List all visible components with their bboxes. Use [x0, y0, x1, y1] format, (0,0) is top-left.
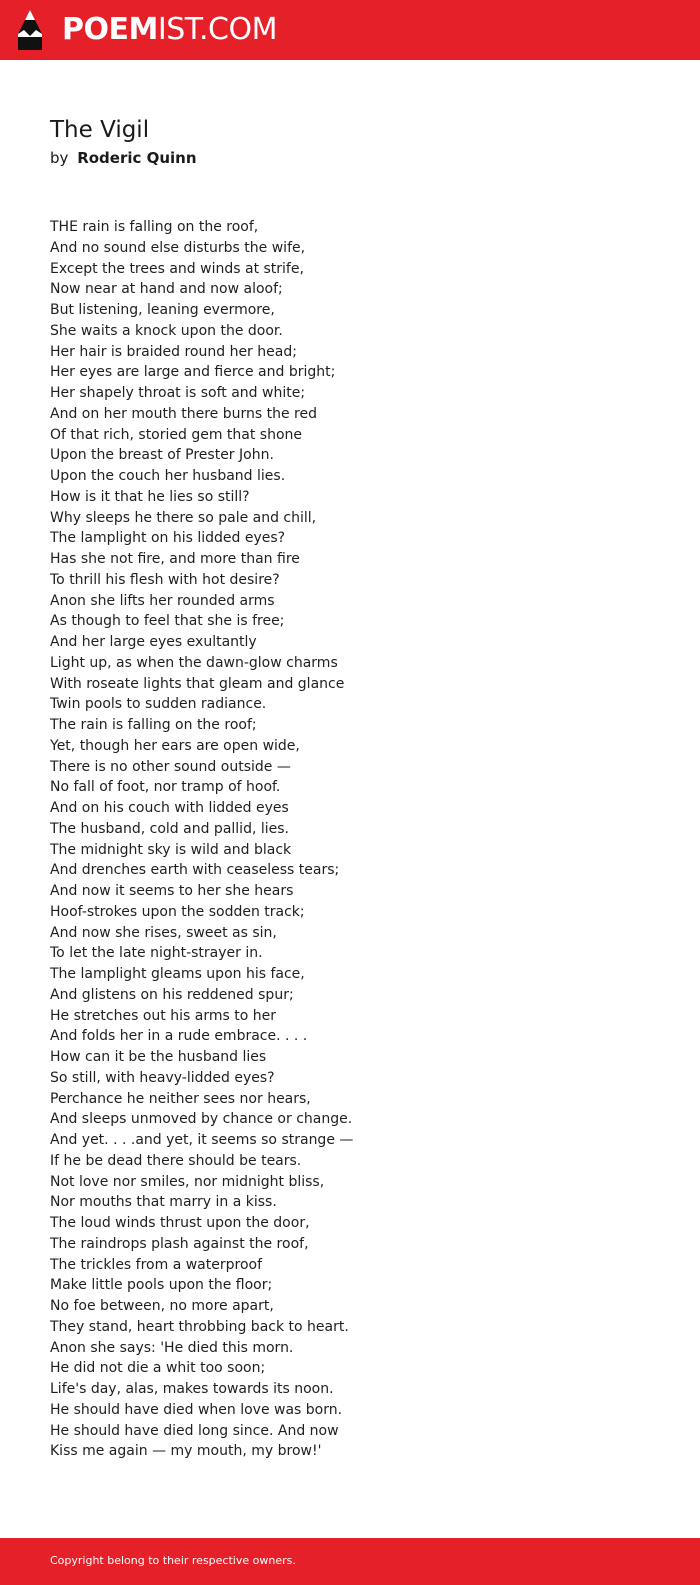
poem-line: Light up, as when the dawn-glow charms [50, 654, 338, 671]
author-name[interactable]: Roderic Quinn [77, 149, 197, 167]
poem-line: Not love nor smiles, nor midnight bliss, [50, 1173, 325, 1190]
poem-line: And folds her in a rude embrace. . . . [50, 1028, 308, 1045]
poem-line: No fall of foot, nor tramp of hoof. [50, 779, 281, 796]
poem-line: Anon she lifts her rounded arms [50, 592, 275, 609]
poem-line: No foe between, no more apart, [50, 1298, 274, 1314]
poem-line: Now near at hand and now aloof; [50, 281, 283, 298]
poem-line: Make little pools upon the floor; [50, 1277, 273, 1294]
copyright-text: Copyright belong to their respective owners. [50, 1554, 296, 1567]
poem-line: And now she rises, sweet as sin, [50, 924, 277, 941]
poem-line: And on her mouth there burns the red [50, 405, 318, 422]
poem-line: Yet, though her ears are open wide, [50, 737, 300, 754]
site-logo-text[interactable] [62, 12, 277, 48]
poem-line: They stand, heart throbbing back to heart. [50, 1318, 349, 1335]
poem-line: And sleeps unmoved by chance or change. [50, 1111, 353, 1128]
poem-line: Upon the breast of Prester John. [50, 447, 274, 464]
poem-line: Has she not fire, and more than fire [50, 551, 300, 567]
poem-line: With roseate lights that gleam and glance [50, 675, 345, 692]
poem-line: The midnight sky is wild and black [50, 841, 292, 858]
poem-line: But listening, leaning evermore, [50, 302, 275, 318]
poem-line: He should have died long since. And now [50, 1422, 339, 1439]
poem-line: Her hair is braided round her head; [50, 343, 297, 360]
poem-line: Life's day, alas, makes towards its noon. [50, 1381, 334, 1397]
poem-line: The rain is falling on the roof; [50, 717, 257, 733]
poem-line: And no sound else disturbs the wife, [50, 239, 306, 256]
poem-line: She waits a knock upon the door. [50, 322, 283, 339]
poem-line: As though to feel that she is free; [50, 613, 285, 630]
top-bar [0, 0, 700, 60]
poem-line: How can it be the husband lies [50, 1049, 267, 1065]
poem-line: Of that rich, storied gem that shone [50, 426, 303, 443]
poem-line: Perchance he neither sees nor hears, [50, 1090, 311, 1107]
poem-line: The lamplight gleams upon his face, [50, 966, 305, 982]
poem-line: Twin pools to sudden radiance. [50, 696, 267, 713]
by-label: by [50, 149, 69, 167]
poem-line: The raindrops plash against the roof, [50, 1235, 309, 1252]
poem-line: And on his couch with lidded eyes [50, 800, 289, 816]
poem-line: If he be dead there should be tears. [50, 1152, 302, 1169]
poem-line: Anon she says: 'He died this morn. [50, 1339, 294, 1356]
poem-line: Why sleeps he there so pale and chill, [50, 509, 317, 526]
poem-line: And her large eyes exultantly [50, 634, 257, 650]
poem-body [50, 217, 670, 1462]
poem-line: Hoof-strokes upon the sodden track; [50, 903, 305, 920]
poem-line: The trickles from a waterproof [50, 1256, 263, 1273]
poem-line: Kiss me again — my mouth, my brow!' [50, 1443, 322, 1460]
poem-line: Except the trees and winds at strife, [50, 260, 304, 277]
poem-line: He should have died when love was born. [50, 1401, 343, 1418]
poem-line: To thrill his flesh with hot desire? [50, 571, 280, 588]
poem-line: The husband, cold and pallid, lies. [50, 820, 289, 837]
poem-line: The loud winds thrust upon the door, [50, 1215, 310, 1231]
byline [50, 148, 197, 168]
poem-line: And now it seems to her she hears [50, 883, 294, 899]
poem-line: There is no other sound outside — [50, 758, 291, 775]
poem-line: And glistens on his reddened spur; [50, 986, 294, 1003]
poem-line: And drenches earth with ceaseless tears; [50, 862, 340, 879]
brand-light: IST.COM [157, 12, 277, 47]
pencil-tip-icon[interactable] [18, 10, 42, 50]
poem-line: To let the late night-strayer in. [50, 945, 263, 962]
poem-line: THE rain is falling on the roof, [50, 219, 259, 235]
poem-line: Her eyes are large and fierce and bright; [50, 364, 336, 381]
poem-title: The Vigil [50, 117, 150, 143]
poem-line: He did not die a whit too soon; [50, 1360, 266, 1377]
poem-line: Nor mouths that marry in a kiss. [50, 1194, 277, 1211]
poem-line: And yet. . . .and yet, it seems so strange — [50, 1132, 354, 1148]
footer [0, 1538, 700, 1585]
poem-line: How is it that he lies so still? [50, 488, 250, 505]
poem-line: Her shapely throat is soft and white; [50, 385, 306, 401]
poem-line: So still, with heavy-lidded eyes? [50, 1069, 275, 1086]
poem-line: The lamplight on his lidded eyes? [50, 530, 286, 547]
poem-line: Upon the couch her husband lies. [50, 468, 286, 484]
poem-line: He stretches out his arms to her [50, 1007, 276, 1024]
brand-bold: POEM [62, 12, 158, 47]
